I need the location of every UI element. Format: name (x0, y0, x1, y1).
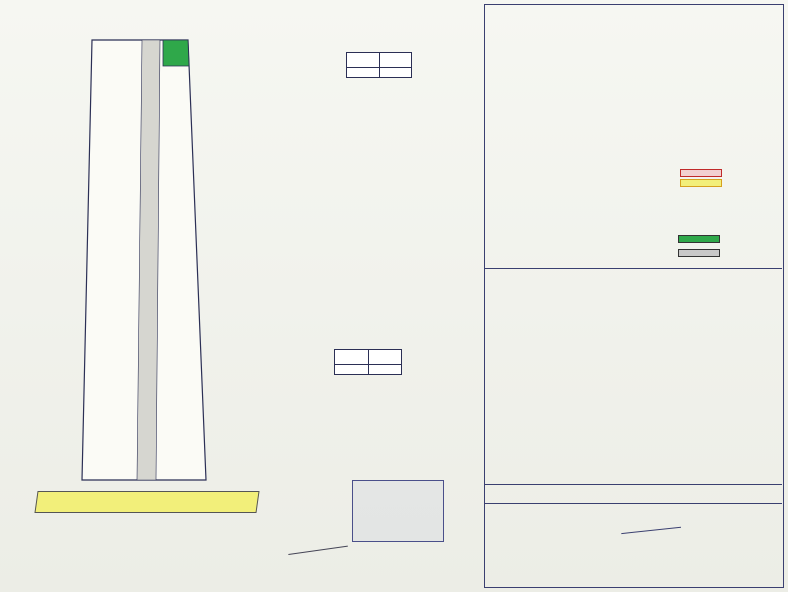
sold-total (379, 68, 412, 78)
unsold-total-label (335, 365, 369, 375)
unsold-head-area (368, 350, 402, 365)
sold-head-no (347, 53, 380, 68)
sold-head-area (379, 53, 412, 68)
panel-divider (484, 268, 782, 269)
park-area (163, 40, 189, 66)
road-swatch (678, 249, 720, 257)
sold-area-table (346, 52, 412, 78)
legend-road-swatch (680, 179, 722, 187)
approval-stamp (352, 480, 444, 542)
unsold-area-table (334, 349, 402, 375)
unsold-head-no (335, 350, 369, 365)
legend-boundary-swatch (680, 169, 722, 177)
sold-total-label (347, 68, 380, 78)
panel-divider-2 (484, 484, 782, 485)
unsold-total (368, 365, 402, 375)
park-swatch (678, 235, 720, 243)
approval-panel (484, 4, 784, 588)
main-road-banner (34, 491, 259, 513)
applicant-signature (284, 516, 348, 555)
panel-divider-3 (484, 503, 782, 504)
